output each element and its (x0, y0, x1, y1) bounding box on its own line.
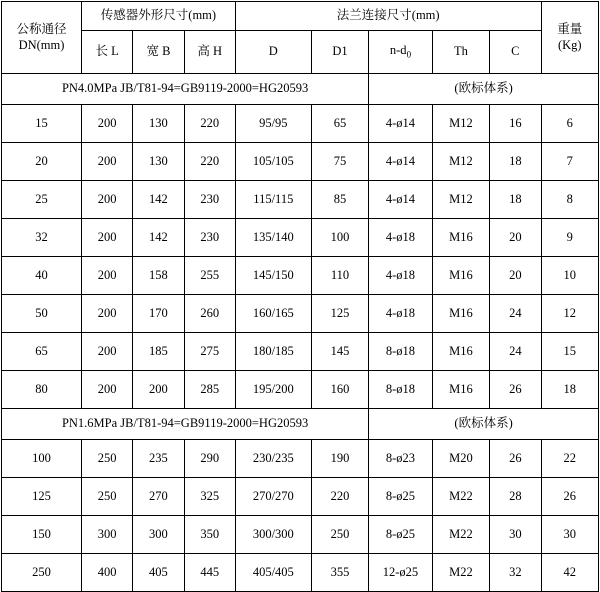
header-dn-unit: DN(mm) (18, 37, 65, 52)
cell-length: 400 (82, 554, 133, 592)
cell-n-d0: 8-ø25 (369, 516, 433, 554)
cell-d: 95/95 (235, 105, 311, 143)
table-row (2, 219, 599, 257)
cell-d1: 65 (311, 105, 368, 143)
cell-height: 260 (184, 295, 235, 333)
cell-height: 350 (184, 516, 235, 554)
section-band-row (2, 74, 599, 105)
cell-d: 115/115 (235, 181, 311, 219)
cell-c: 32 (490, 554, 541, 592)
table-header-group-row (2, 2, 599, 31)
cell-n-d0: 4-ø18 (369, 295, 433, 333)
cell-dn: 100 (2, 440, 82, 478)
cell-d1: 220 (311, 478, 368, 516)
cell-d: 195/200 (235, 371, 311, 409)
cell-length: 200 (82, 143, 133, 181)
cell-weight: 18 (541, 371, 599, 409)
cell-weight: 8 (541, 181, 599, 219)
cell-th: M22 (432, 478, 489, 516)
cell-height: 445 (184, 554, 235, 592)
cell-th: M16 (432, 257, 489, 295)
cell-width: 142 (133, 219, 184, 257)
header-weight-unit: (Kg) (557, 37, 582, 52)
header-width: 宽 B (133, 31, 184, 74)
header-dn-title: 公称通径 (16, 21, 67, 36)
header-flange-group: 法兰连接尺寸(mm) (235, 2, 541, 31)
table-row (2, 516, 599, 554)
cell-length: 250 (82, 478, 133, 516)
cell-n-d0: 4-ø14 (369, 143, 433, 181)
cell-n-d0: 8-ø23 (369, 440, 433, 478)
cell-width: 185 (133, 333, 184, 371)
cell-dn: 150 (2, 516, 82, 554)
header-n-d0 (369, 31, 433, 74)
table-row (2, 105, 599, 143)
cell-width: 405 (133, 554, 184, 592)
cell-n-d0: 8-ø18 (369, 371, 433, 409)
cell-d: 270/270 (235, 478, 311, 516)
cell-th: M16 (432, 219, 489, 257)
cell-n-d0: 8-ø18 (369, 333, 433, 371)
cell-dn: 50 (2, 295, 82, 333)
cell-d: 300/300 (235, 516, 311, 554)
cell-dn: 250 (2, 554, 82, 592)
cell-dn: 32 (2, 219, 82, 257)
cell-width: 235 (133, 440, 184, 478)
cell-n-d0: 8-ø25 (369, 478, 433, 516)
cell-height: 220 (184, 143, 235, 181)
section-band-row (2, 409, 599, 440)
section-standard-label: PN1.6MPa JB/T81-94=GB9119-2000=HG20593 (2, 409, 369, 440)
cell-d1: 250 (311, 516, 368, 554)
cell-width: 270 (133, 478, 184, 516)
section-system-label: (欧标体系) (369, 74, 599, 105)
cell-length: 250 (82, 440, 133, 478)
cell-length: 200 (82, 371, 133, 409)
cell-th: M20 (432, 440, 489, 478)
header-n-d0-subscript: 0 (406, 49, 412, 60)
table-row (2, 295, 599, 333)
cell-dn: 15 (2, 105, 82, 143)
table-row (2, 257, 599, 295)
cell-weight: 26 (541, 478, 599, 516)
cell-weight: 42 (541, 554, 599, 592)
cell-th: M22 (432, 516, 489, 554)
cell-weight: 22 (541, 440, 599, 478)
cell-length: 200 (82, 219, 133, 257)
header-n-d0-prefix: n-d (389, 43, 407, 58)
cell-d1: 125 (311, 295, 368, 333)
table-row (2, 478, 599, 516)
table-row (2, 371, 599, 409)
header-d1: D1 (311, 31, 368, 74)
cell-d: 160/165 (235, 295, 311, 333)
cell-height: 275 (184, 333, 235, 371)
table-row (2, 333, 599, 371)
cell-height: 255 (184, 257, 235, 295)
header-d: D (235, 31, 311, 74)
cell-width: 130 (133, 105, 184, 143)
cell-d: 230/235 (235, 440, 311, 478)
cell-width: 130 (133, 143, 184, 181)
cell-c: 26 (490, 440, 541, 478)
cell-c: 20 (490, 219, 541, 257)
cell-width: 142 (133, 181, 184, 219)
cell-c: 16 (490, 105, 541, 143)
cell-d: 405/405 (235, 554, 311, 592)
cell-dn: 80 (2, 371, 82, 409)
cell-d1: 100 (311, 219, 368, 257)
cell-weight: 30 (541, 516, 599, 554)
cell-th: M12 (432, 143, 489, 181)
cell-height: 220 (184, 105, 235, 143)
cell-weight: 7 (541, 143, 599, 181)
table-row (2, 554, 599, 592)
cell-d1: 85 (311, 181, 368, 219)
table-row (2, 440, 599, 478)
cell-c: 24 (490, 333, 541, 371)
cell-d: 180/185 (235, 333, 311, 371)
header-c: C (490, 31, 541, 74)
cell-dn: 20 (2, 143, 82, 181)
cell-length: 200 (82, 105, 133, 143)
cell-length: 200 (82, 257, 133, 295)
cell-length: 200 (82, 333, 133, 371)
cell-weight: 6 (541, 105, 599, 143)
cell-c: 28 (490, 478, 541, 516)
cell-c: 26 (490, 371, 541, 409)
cell-th: M16 (432, 295, 489, 333)
cell-width: 158 (133, 257, 184, 295)
cell-c: 24 (490, 295, 541, 333)
cell-width: 300 (133, 516, 184, 554)
cell-height: 325 (184, 478, 235, 516)
cell-height: 230 (184, 219, 235, 257)
cell-d1: 190 (311, 440, 368, 478)
header-sensor-group: 传感器外形尺寸(mm) (82, 2, 236, 31)
cell-dn: 25 (2, 181, 82, 219)
cell-th: M16 (432, 333, 489, 371)
cell-d1: 355 (311, 554, 368, 592)
cell-height: 290 (184, 440, 235, 478)
table-row (2, 181, 599, 219)
cell-n-d0: 4-ø18 (369, 219, 433, 257)
cell-height: 230 (184, 181, 235, 219)
table-header-sub-row (2, 31, 599, 74)
cell-d1: 110 (311, 257, 368, 295)
cell-d1: 145 (311, 333, 368, 371)
header-th: Th (432, 31, 489, 74)
cell-th: M16 (432, 371, 489, 409)
section-standard-label: PN4.0MPa JB/T81-94=GB9119-2000=HG20593 (2, 74, 369, 105)
cell-n-d0: 4-ø14 (369, 105, 433, 143)
table-row (2, 143, 599, 181)
cell-dn: 65 (2, 333, 82, 371)
cell-length: 300 (82, 516, 133, 554)
cell-dn: 125 (2, 478, 82, 516)
cell-width: 200 (133, 371, 184, 409)
cell-length: 200 (82, 181, 133, 219)
cell-weight: 15 (541, 333, 599, 371)
header-length: 长 L (82, 31, 133, 74)
header-dn (2, 2, 82, 74)
cell-th: M12 (432, 105, 489, 143)
header-height: 高 H (184, 31, 235, 74)
header-weight-title: 重量 (557, 21, 583, 36)
cell-n-d0: 4-ø18 (369, 257, 433, 295)
cell-c: 18 (490, 143, 541, 181)
cell-d: 145/150 (235, 257, 311, 295)
cell-c: 30 (490, 516, 541, 554)
cell-n-d0: 4-ø14 (369, 181, 433, 219)
cell-height: 285 (184, 371, 235, 409)
cell-d: 135/140 (235, 219, 311, 257)
cell-weight: 10 (541, 257, 599, 295)
cell-th: M22 (432, 554, 489, 592)
cell-length: 200 (82, 295, 133, 333)
specification-table (1, 1, 599, 592)
cell-n-d0: 12-ø25 (369, 554, 433, 592)
cell-width: 170 (133, 295, 184, 333)
cell-d1: 160 (311, 371, 368, 409)
section-system-label: (欧标体系) (369, 409, 599, 440)
cell-d: 105/105 (235, 143, 311, 181)
cell-weight: 12 (541, 295, 599, 333)
cell-c: 18 (490, 181, 541, 219)
header-weight (541, 2, 599, 74)
cell-weight: 9 (541, 219, 599, 257)
cell-th: M12 (432, 181, 489, 219)
cell-d1: 75 (311, 143, 368, 181)
cell-c: 20 (490, 257, 541, 295)
cell-dn: 40 (2, 257, 82, 295)
